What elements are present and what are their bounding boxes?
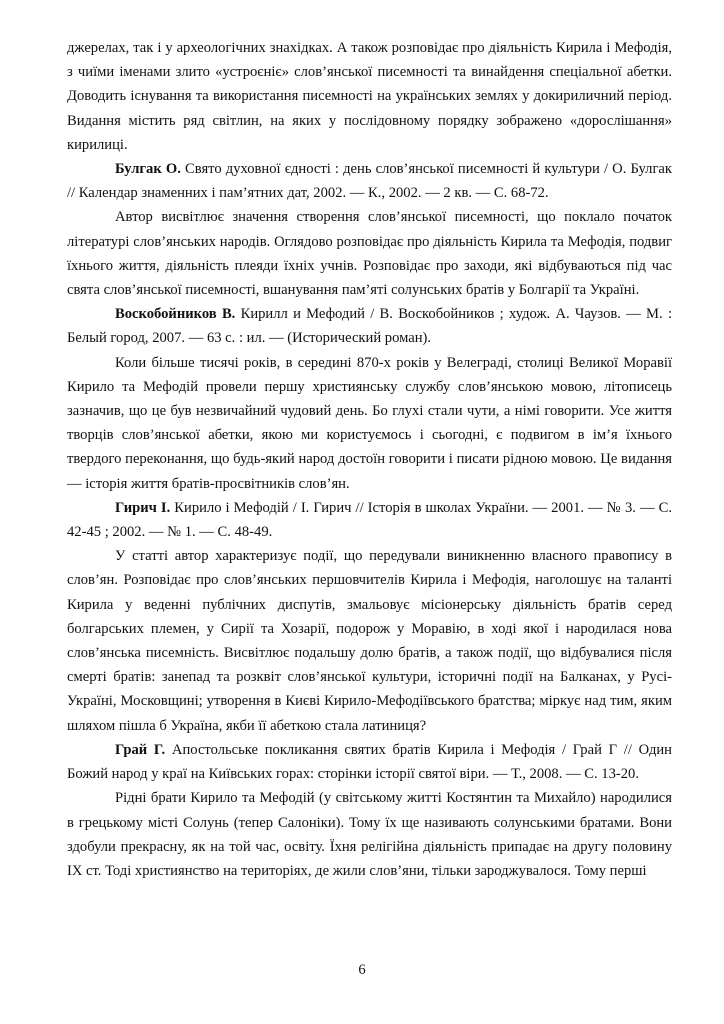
bibliography-entry-bulhak <box>67 157 672 205</box>
entry-citation: Свято духовної єдності : день слов’янської писемності й культури / О. Булгак // Календар знаменних і пам’ятних дат, 2002. — К., 2002. — 2 кв. — С. 68-72. <box>67 161 672 202</box>
bibliography-entry-hrai <box>67 738 672 786</box>
entry-author: Грай Г. <box>115 741 166 758</box>
annotation-hrai: Рідні брати Кирило та Мефодій (у світському житті Костянтин та Михайло) народилися в грецькому місті Солунь (тепер Салоніки). Тому їх ще називають солунськими братами. Вони здобули прекрасну, як на той час, освіту. Їхня релігійна діяльність припадає на другу половину IX ст. Тоді християнство на територіях, де жили слов’яни, тільки зароджувалося. Тому перші <box>67 790 672 879</box>
annotation-bulhak: Автор висвітлює значення створення слов’янської писемності, що поклало початок літературі слов’янських народів. Оглядово розповідає про діяльність Кирила та Мефодія, подвиг їхнього життя, діяльність плеяди їхніх учнів. Розповідає про заходи, які відбуваються під час свята слов’янської писемності, вшанування пам’яті солунських братів у Болгарії та Україні. <box>67 209 672 299</box>
entry-author: Булгак О. <box>115 161 181 178</box>
bibliography-entry-voskoboinikov <box>67 302 672 350</box>
annotation-hyrych: У статті автор характеризує події, що передували виникненню власного правопису в слов’ян. Розповідає про слов’янських першовчителів Кирила і Мефодія, наголошує на таланті Кирила у веденні публічних диспутів, змальовує місіонерську діяльність братів серед болгарських племен, у Сирії та Хозарії, подорож у Моравію, в ході якої і народилася нова слов’янська писемність. Висвітлює подальшу долю братів, а також події, що відбувалися після смерті братів: занепад та розквіт слов’янської культури, історичні події на Балканах, у Русі-Україні, Московщині; утворення в Києві Кирило-Мефодіївського братства; міркує над тим, яким шляхом пішла б Україна, якби її абеткою стала латиниця? <box>67 548 672 734</box>
annotation-voskoboinikov: Коли більше тисячі років, в середині 870-х років у Велеграді, столиці Великої Моравії Кирило та Мефодій провели першу християнську службу слов’янською мовою, літописець зазначив, що це був незвичайний чудовий день. Бо глухі стали чути, а німі говорити. Усе життя творців слов’янської абетки, якою ми користуємось і сьогодні, є подвигом в ім’я їхнього твердого переконання, що будь-який народ достоїн говорити і писати рідною мовою. Це видання — історія життя братів-просвітників слов’ян. <box>67 354 672 492</box>
entry-citation: Апостольське покликання святих братів Кирила і Мефодія / Грай Г // Один Божий народ у краї на Київських горах: сторінки історії святої віри. — Т., 2008. — С. 13-20. <box>67 741 672 783</box>
entry-author: Гирич І. <box>115 499 171 516</box>
page-number: 6 <box>358 962 366 978</box>
bibliography-entry-hyrych <box>67 496 672 544</box>
entry-author: Воскобойников В. <box>115 306 236 323</box>
paragraph-continuation: джерелах, так і у археологічних знахідках. А також розповідає про діяльність Кирила і Мефодія, з чиїми іменами злито «устроєніє» слов’янської писемності та винайдення спеціальної абетки. Доводить існування та використання писемності на українських землях у докириличний період. Видання містить ряд світлин, на яких у послідовному порядку зображено «дорослішання» кирилиці. <box>67 40 672 153</box>
entry-citation: Кирилл и Мефодий / В. Воскобойников ; худож. А. Чаузов. — М. : Белый город, 2007. — 63 с. : ил. — (Исторический роман). <box>67 306 672 347</box>
entry-citation: Кирило і Мефодій / І. Гирич // Історія в школах України. — 2001. — № 3. — С. 42-45 ; 2002. — № 1. — С. 48-49. <box>67 499 672 541</box>
